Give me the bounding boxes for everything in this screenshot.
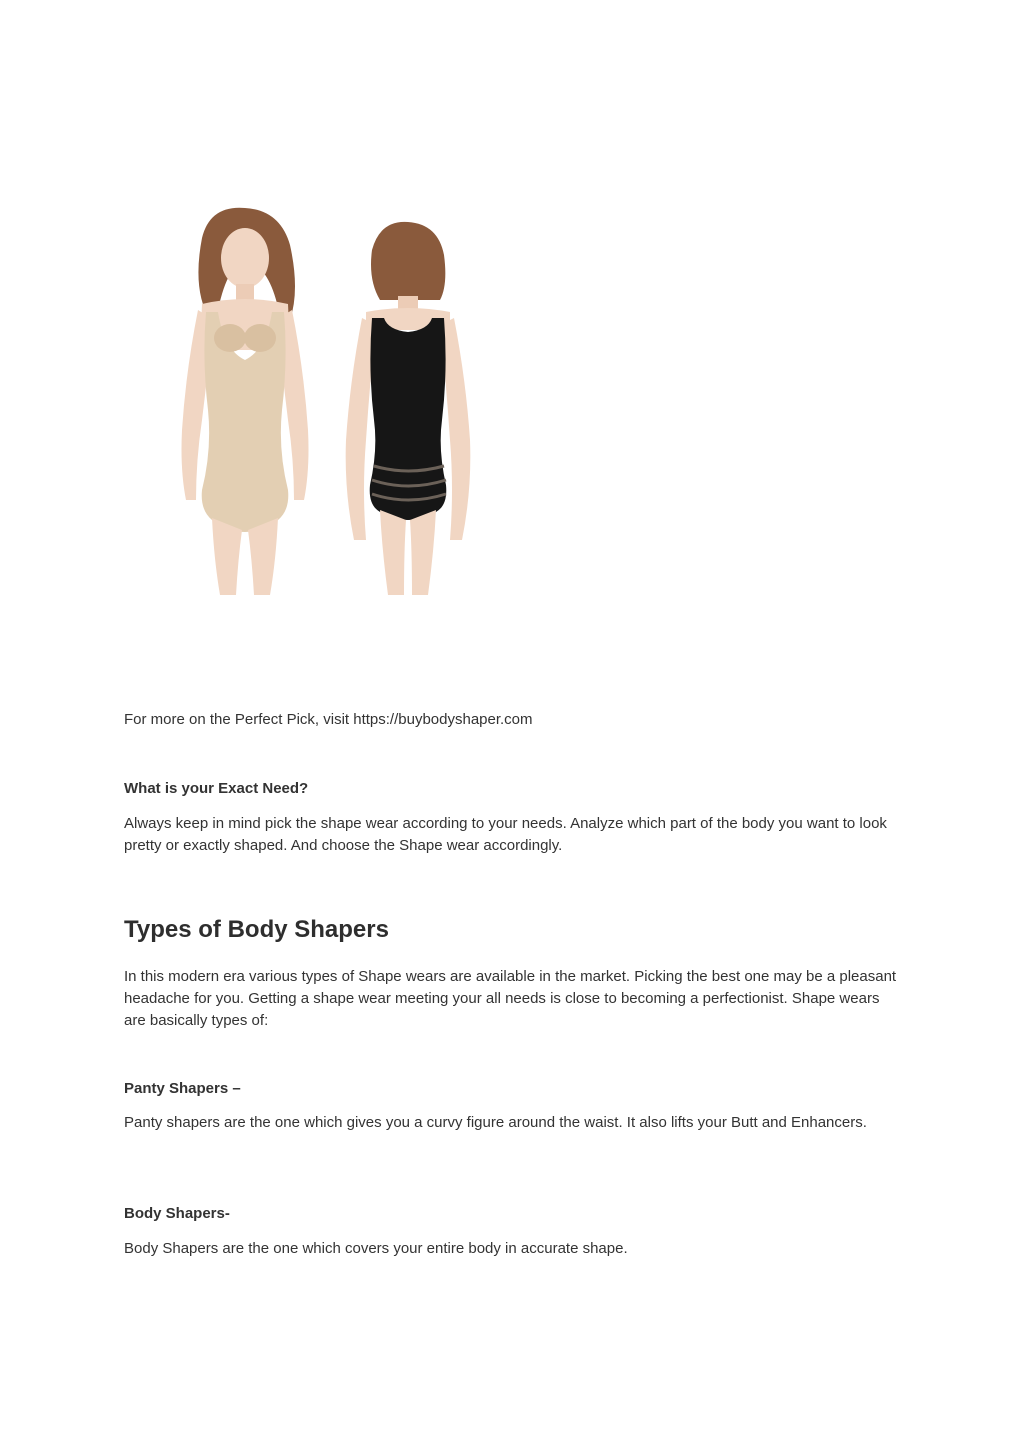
exact-need-paragraph: Always keep in mind pick the shape wear according to your needs. Analyze which part of the body you want to look pretty or exactly shaped. And choose the Shape wear accordingly.	[124, 815, 887, 854]
panty-shapers-heading: Panty Shapers –	[124, 1080, 241, 1097]
body-shapers-heading: Body Shapers-	[124, 1205, 230, 1222]
exact-need-heading: What is your Exact Need?	[124, 780, 309, 797]
visit-link-line: For more on the Perfect Pick, visit https://buybodyshaper.com	[124, 711, 533, 728]
types-heading: Types of Body Shapers	[124, 916, 389, 943]
body-shapers-paragraph: Body Shapers are the one which covers your entire body in accurate shape.	[124, 1240, 628, 1257]
model-front-nude	[182, 208, 309, 595]
model-back-black	[346, 222, 471, 595]
types-paragraph: In this modern era various types of Shape wears are available in the market. Picking the best one may be a pleasant headache for you. Getting a shape wear meeting your all needs is close to becoming a perfectionist. Shape wears are basically types of:	[124, 968, 897, 1029]
body-shaper-illustration	[140, 200, 520, 600]
product-photo	[140, 200, 520, 600]
panty-shapers-paragraph: Panty shapers are the one which gives you a curvy figure around the waist. It also lifts your Butt and Enhancers.	[124, 1114, 867, 1131]
